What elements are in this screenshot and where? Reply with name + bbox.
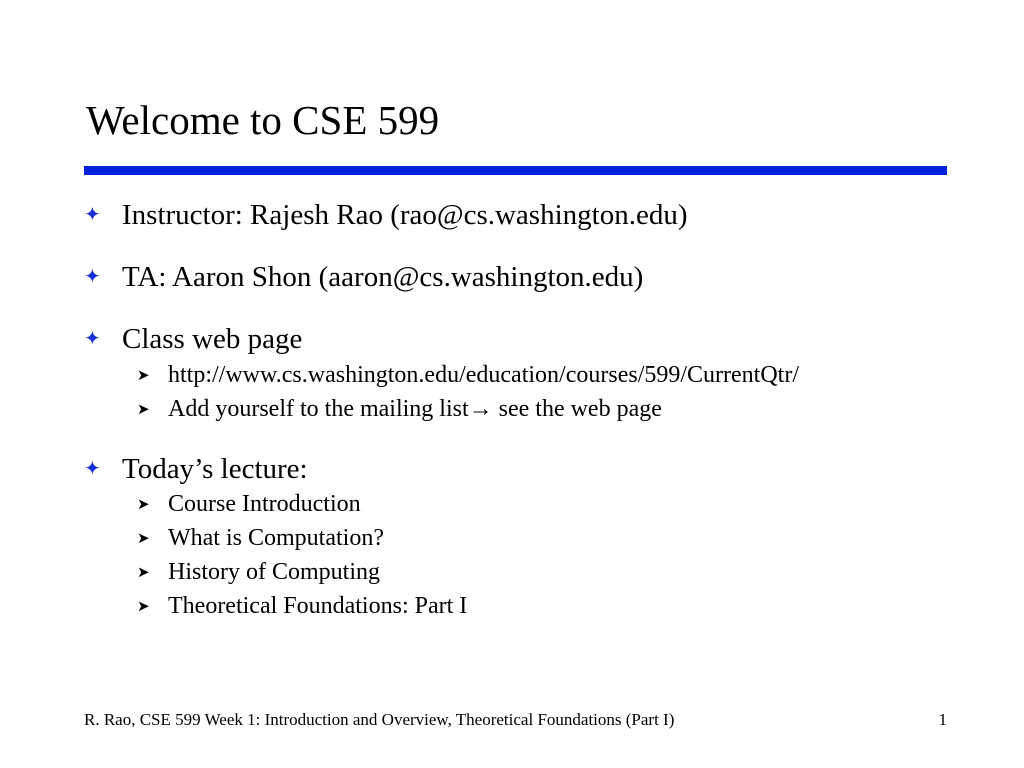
sub-item-history	[137, 557, 380, 587]
title-underline	[84, 166, 947, 175]
sub-item-text: History of Computing	[168, 559, 381, 585]
slide-footer: R. Rao, CSE 599 Week 1: Introduction and Overview, Theoretical Foundations (Part I)	[84, 710, 675, 729]
sub-item-text: What is Computation?	[168, 525, 384, 551]
bullet-text: TA: Aaron Shon (aaron@cs.washington.edu)	[122, 261, 644, 293]
bullet-text: Today’s lecture:	[122, 453, 308, 485]
sub-item-course-intro	[137, 489, 361, 519]
hollow-arrow-icon: ➤	[137, 400, 150, 418]
sub-item-text: Theoretical Foundations: Part I	[168, 593, 468, 619]
bullet-todays-lecture	[84, 450, 308, 487]
bullet-class-web-page	[84, 320, 302, 357]
page-number: 1	[938, 710, 947, 729]
sub-item-text: Add yourself to the mailing list→ see the web page	[168, 396, 662, 422]
sub-item-url[interactable]	[137, 360, 799, 390]
sub-item-theoretical-foundations	[137, 591, 467, 621]
hollow-arrow-icon: ➤	[137, 495, 150, 513]
hollow-arrow-icon: ➤	[137, 529, 150, 547]
four-point-star-icon: ✦	[84, 326, 101, 350]
four-point-star-icon: ✦	[84, 456, 101, 480]
slide-title: Welcome to CSE 599	[86, 97, 440, 143]
hollow-arrow-icon: ➤	[137, 563, 150, 581]
four-point-star-icon: ✦	[84, 202, 101, 226]
bullet-instructor	[84, 196, 688, 233]
bullet-ta	[84, 258, 643, 295]
hollow-arrow-icon: ➤	[137, 366, 150, 384]
four-point-star-icon: ✦	[84, 264, 101, 288]
bullet-text: Instructor: Rajesh Rao (rao@cs.washington.edu)	[122, 199, 688, 231]
sub-item-what-is-computation	[137, 523, 384, 553]
hollow-arrow-icon: ➤	[137, 597, 150, 615]
bullet-text: Class web page	[122, 323, 303, 355]
sub-item-mailing-list	[137, 394, 662, 424]
sub-item-text: http://www.cs.washington.edu/education/courses/599/CurrentQtr/	[168, 362, 799, 388]
sub-item-text: Course Introduction	[168, 491, 361, 517]
